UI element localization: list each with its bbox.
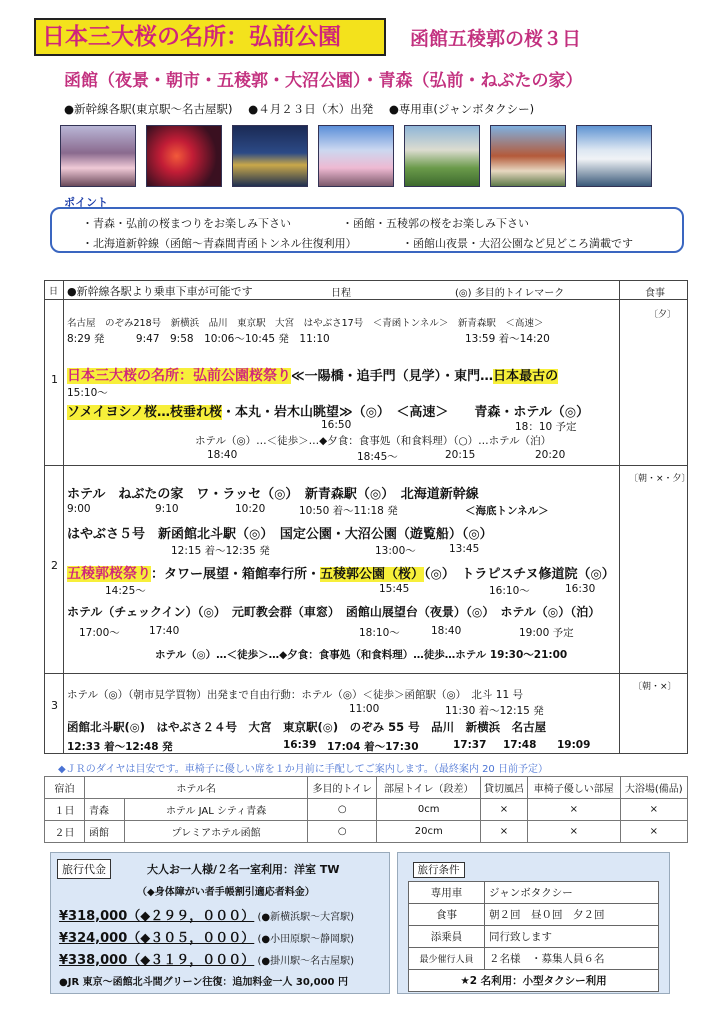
day1-line2b: 13:59 着～14:20	[465, 333, 550, 345]
day2-time-m: 17:40	[149, 625, 180, 637]
point-item: ・北海道新幹線（函館～青森間青函トンネル往復利用）	[82, 237, 357, 250]
day1-line3	[67, 365, 558, 385]
day2-line1	[67, 483, 479, 502]
hotel-header-cell: 車椅子優しい部屋	[527, 777, 620, 799]
hotel-cell: 青森	[85, 799, 125, 821]
photo-hirosaki-castle	[60, 125, 136, 187]
table-row	[409, 881, 659, 903]
price-amount: ¥338,000（◆３１９，０００）	[59, 953, 255, 968]
hotel-header-cell: 部屋トイレ（段差）	[377, 777, 481, 799]
hotel-header-cell: 多目的トイレ	[308, 777, 377, 799]
day3-line3-text: 函館北斗駅(◎) はやぶさ２４号 大宮 東京駅(◎) のぞみ 55 号 品川 新横浜 名古屋	[67, 720, 547, 734]
cond-value: 同行致します	[485, 925, 659, 947]
day1-line3-text: ≪一陽橋・追手門（見学）・東門…	[291, 369, 494, 384]
day3-meal: 〔朝・×〕	[633, 682, 677, 692]
hotel-cell: プレミアホテル函館	[125, 821, 308, 843]
day3-time-c: 12:33 着～12:48 発	[67, 741, 173, 753]
hotel-cell: ×	[481, 821, 528, 843]
goryokaku-park: 五稜郭公園（桜）	[320, 567, 425, 582]
day3-time-a: 11:00	[349, 703, 380, 715]
header-toilet: (◎) 多目的トイレマーク	[455, 288, 565, 299]
day2-time-d: 10:50 着～11:18 発	[299, 505, 398, 517]
day2-time-b: 9:10	[155, 503, 179, 515]
day2-line1-text: ホテル ねぶたの家 ワ・ラッセ（◎） 新青森駅（◎） 北海道新幹線	[67, 487, 479, 502]
day1-meal: 〔夕〕	[649, 310, 677, 320]
cond-key: 最少催行人員	[409, 947, 485, 969]
price-discount: （◆身体障がい者手帳割引適応者料金）	[137, 887, 315, 898]
hotel-cell: ×	[620, 799, 687, 821]
day2-time-e: 12:15 着～12:35 発	[171, 545, 270, 557]
day2-time-c: 10:20	[235, 503, 266, 515]
table-row	[409, 969, 659, 991]
price-area: (●掛川駅～名古屋駅)	[257, 956, 354, 967]
day2-line9-text: ホテル（◎）…＜徒歩＞…◆夕食：食事処（和食料理）…徒歩…ホテル 19:30～21:00	[155, 649, 568, 661]
cond-key: 食事	[409, 903, 485, 925]
oldest-label: 日本最古の	[493, 369, 559, 384]
itinerary-table	[44, 280, 691, 754]
day3-time-d: 16:39	[283, 739, 317, 751]
price-box	[50, 852, 390, 994]
hotel-header-cell: 貸切風呂	[481, 777, 528, 799]
photo-nebuta	[146, 125, 222, 187]
jr-note: ◆ＪＲのダイヤは目安です。車椅子に優しい席を１か月前に手配してご案内します。（最終案内 20 日前予定）	[58, 764, 548, 775]
price-row	[59, 905, 354, 924]
table-row	[409, 947, 659, 969]
route-line: 函館（夜景・朝市・五稜郭・大沼公園）・青森（弘前・ねぶたの家）	[64, 71, 583, 91]
day2-time-g: 13:45	[449, 543, 480, 555]
header-schedule: 日程	[331, 288, 351, 299]
day2-line3-text: はやぶさ５号 新函館北斗駅（◎） 国定公園・大沼公園（遊覧船）（◎）	[67, 527, 493, 542]
hotel-cell: ○	[308, 799, 377, 821]
day2-line7	[67, 603, 600, 620]
hirosaki-festival: 日本三大桜の名所：弘前公園桜祭り	[67, 368, 291, 384]
day2-line5-rest: （◎） トラピスチヌ修道院（◎）	[424, 567, 615, 582]
day1-line5-text: ・本丸・岩木山眺望≫（◎） ＜高速＞ 青森・ホテル（◎）	[221, 405, 590, 420]
day1-time-a: 16:50	[321, 419, 352, 431]
conditions-table	[408, 859, 659, 992]
hotel-table	[44, 776, 688, 843]
day2-line9	[155, 647, 567, 662]
day2-time-p: 19:00 予定	[519, 627, 574, 639]
day2-time-h: 14:25～	[105, 585, 146, 597]
green-car-note: ●JR 東京～函館北斗間グリーン往復：追加料金一人 30,000 円	[59, 977, 348, 988]
table-row	[409, 925, 659, 947]
hotel-cell: ×	[620, 821, 687, 843]
hotel-header-row	[45, 777, 688, 799]
cond-value: ジャンボタクシー	[485, 881, 659, 903]
hotel-cell: ホテル JAL シティ青森	[125, 799, 308, 821]
cond-value: ２名様 ・募集人員６名	[485, 947, 659, 969]
hotel-cell: 0cm	[377, 799, 481, 821]
day2-meal: 〔朝・×・夕〕	[629, 474, 691, 484]
price-amount: ¥318,000（◆２９９，０００）	[59, 909, 255, 924]
cond-value: 朝２回 昼０回 夕２回	[485, 903, 659, 925]
day2-time-a: 9:00	[67, 503, 91, 515]
day2-time-o: 18:40	[431, 625, 462, 637]
hotel-cell: ２日	[45, 821, 85, 843]
header-note: ●新幹線各駅より乗車下車が可能です	[67, 285, 253, 298]
cond-key: 添乗員	[409, 925, 485, 947]
day2-time-j: 16:10～	[489, 585, 530, 597]
cond-footer: ★2 名利用：小型タクシー利用	[409, 969, 659, 991]
departure-date: ●４月２３日（木）出発	[248, 102, 374, 116]
table-row	[45, 821, 688, 843]
conditions-label-cell	[409, 859, 659, 881]
photo-goryokaku	[404, 125, 480, 187]
departure-stations: ●新幹線各駅(東京駅～名古屋駅)	[64, 102, 233, 116]
day3-line1: ホテル（◎）（朝市見学買物）出発まで自由行動：ホテル（◎）＜徒歩＞函館駅（◎） 北斗 11 号	[67, 689, 523, 701]
day1-number: 1	[51, 373, 58, 386]
price-area: (●新横浜駅～大宮駅)	[257, 912, 354, 923]
photo-cherry-blossom	[318, 125, 394, 187]
photo-hakodate-night	[232, 125, 308, 187]
cond-key: 専用車	[409, 881, 485, 903]
day1-time-f: 20:20	[535, 449, 566, 461]
day1-time-e: 20:15	[445, 449, 476, 461]
day2-time-i: 15:45	[379, 583, 410, 595]
hotel-cell: 函館	[85, 821, 125, 843]
departure-info	[64, 101, 546, 117]
vehicle-info: ●専用車(ジャンボタクシー)	[388, 102, 535, 116]
table-row	[409, 903, 659, 925]
price-row	[59, 949, 354, 968]
day1-time-d: 18:45～	[357, 451, 398, 463]
day3-time-g: 17:48	[503, 739, 537, 751]
day2-line5-text: ：タワー展望・箱館奉行所・	[151, 567, 321, 582]
table-row	[45, 799, 688, 821]
day2-line3	[67, 523, 493, 542]
day1-time-c: 18:40	[207, 449, 238, 461]
day3-time-h: 19:09	[557, 739, 591, 751]
point-item: ・函館・五稜郭の桜をお楽しみ下さい	[342, 217, 529, 230]
photo-trappistine	[490, 125, 566, 187]
day3-time-b: 11:30 着～12:15 発	[445, 705, 544, 717]
hotel-header-cell: 宿泊	[45, 777, 85, 799]
tour-subtitle: 函館五稜郭の桜３日	[410, 28, 582, 50]
day2-number: 2	[51, 559, 58, 572]
points-label: ポイント	[64, 196, 108, 209]
page-title: 日本三大桜の名所：弘前公園	[34, 18, 386, 56]
day1-time-b: 18：10 予定	[515, 421, 577, 433]
price-area: (●小田原駅～静岡駅)	[257, 934, 354, 945]
conditions-label: 旅行条件	[413, 862, 465, 878]
day1-line5	[67, 401, 589, 420]
day1-line1: 名古屋 のぞみ218号 新横浜 品川 東京駅 大宮 はやぶさ17号 ＜青函トンネル＞ 新青森駅 ＜高速＞	[67, 318, 544, 329]
hotel-cell: ×	[527, 821, 620, 843]
someiyoshino-label: ソメイヨシノ桜…枝垂れ桜	[67, 405, 222, 420]
day1-line7: ホテル（◎）…＜徒歩＞…◆夕食：食事処（和食料理）（○）…ホテル（泊）	[195, 435, 552, 447]
day3-time-f: 17:37	[453, 739, 487, 751]
day3-time-e: 17:04 着～17:30	[327, 741, 419, 753]
hotel-cell: 20cm	[377, 821, 481, 843]
header-meal: 食事	[645, 288, 665, 299]
day3-line3	[67, 719, 546, 735]
point-item: ・函館山夜景・大沼公園など見どころ満載です	[402, 237, 633, 250]
points-box	[50, 207, 684, 253]
day1-line2: 8:29 発 9:47 9:58 10:06～10:45 発 11:10	[67, 333, 330, 345]
day2-line7-text: ホテル（チェックイン）（◎） 元町教会群（車窓） 函館山展望台（夜景）（◎） ホテル（◎）（泊）	[67, 605, 601, 619]
price-amount: ¥324,000（◆３０５，０００）	[59, 931, 255, 946]
day2-time-n: 18:10～	[359, 627, 400, 639]
day2-line5	[67, 563, 615, 583]
hotel-cell: ×	[481, 799, 528, 821]
header-day: 日	[49, 287, 59, 297]
photo-strip	[60, 125, 652, 187]
day2-time-k: 16:30	[565, 583, 596, 595]
hotel-cell: １日	[45, 799, 85, 821]
photo-onuma-park	[576, 125, 652, 187]
point-item: ・青森・弘前の桜まつりをお楽しみ下さい	[82, 217, 291, 230]
conditions-box	[397, 852, 670, 994]
day2-undersea: ＜海底トンネル＞	[465, 505, 549, 517]
hotel-cell: ○	[308, 821, 377, 843]
day2-time-f: 13:00～	[375, 545, 416, 557]
hotel-cell: ×	[527, 799, 620, 821]
day2-time-l: 17:00～	[79, 627, 120, 639]
day3-number: 3	[51, 699, 58, 712]
price-label: 旅行代金	[57, 859, 111, 879]
goryokaku-festival: 五稜郭桜祭り	[67, 566, 151, 582]
hotel-header-cell: 大浴場(備品)	[620, 777, 687, 799]
day1-line4: 15:10～	[67, 387, 108, 399]
price-basis: 大人お一人様/２名一室利用：洋室 TW	[147, 863, 340, 876]
hotel-header-cell: ホテル名	[85, 777, 308, 799]
price-row	[59, 927, 354, 946]
